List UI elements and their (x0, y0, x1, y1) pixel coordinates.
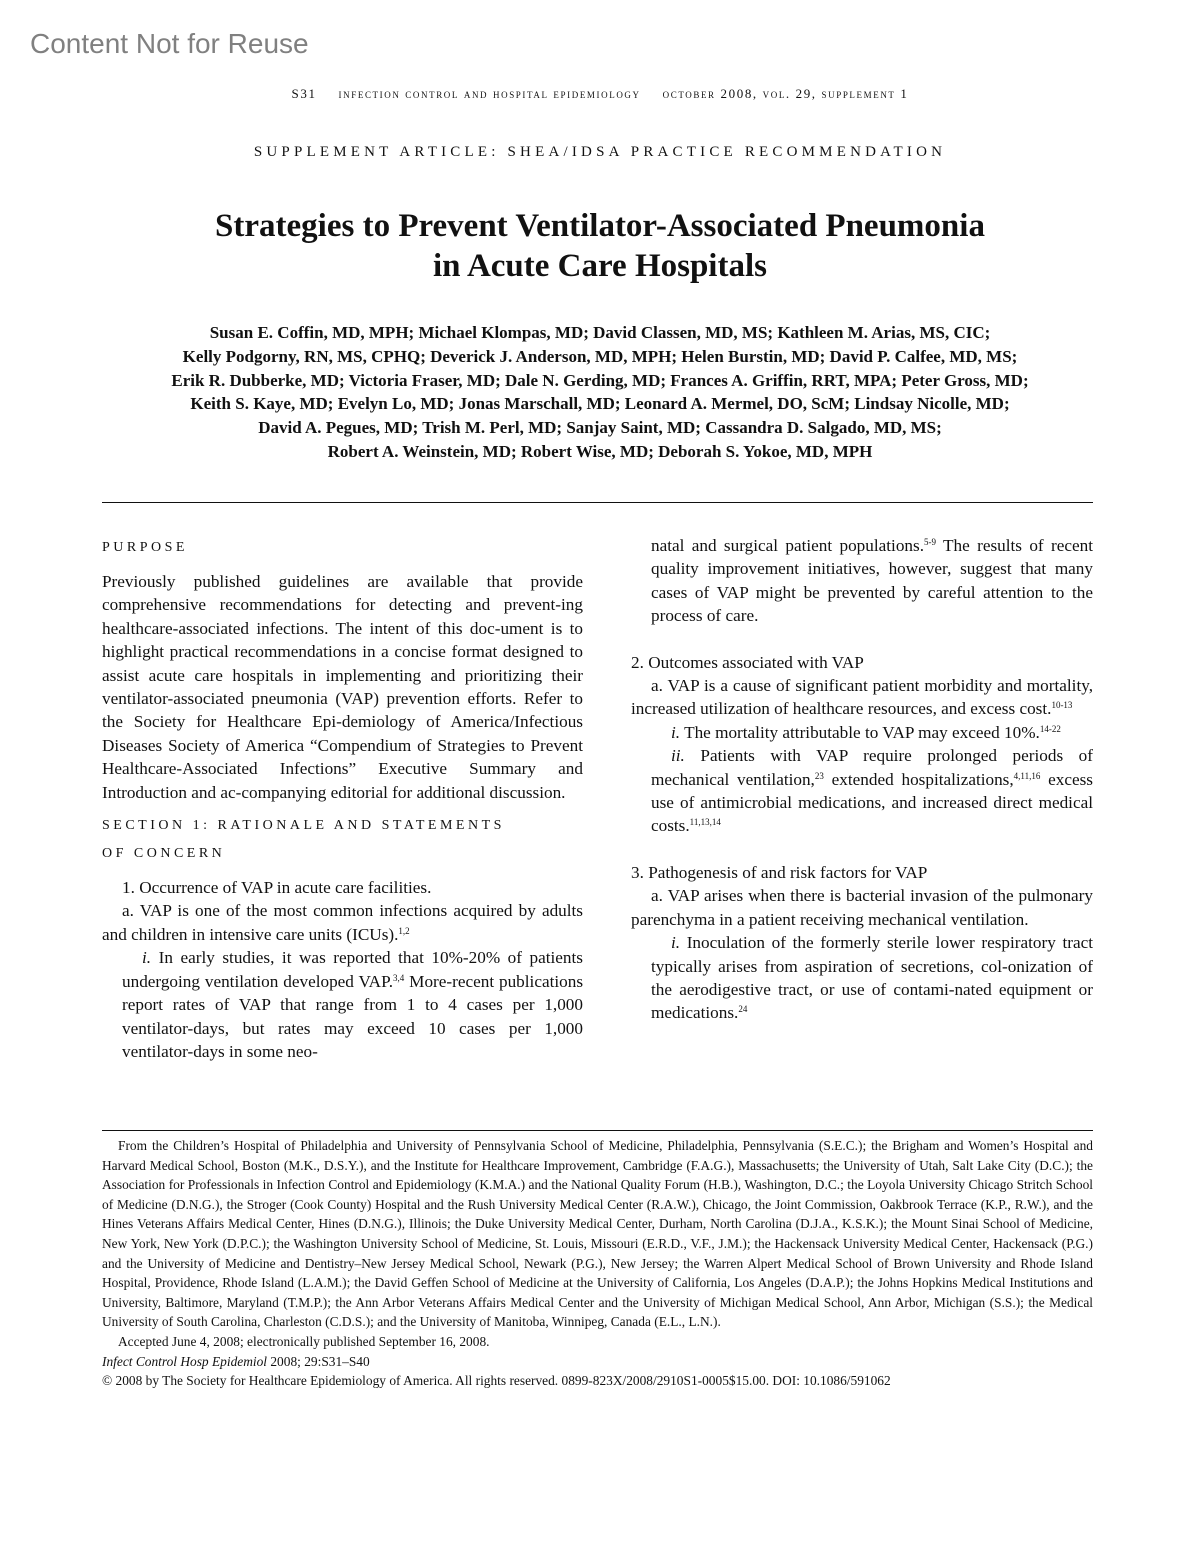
citation-line (102, 1352, 1093, 1372)
accepted-date: Accepted June 4, 2008; electronically published September 16, 2008. (118, 1333, 490, 1349)
citation: 23 (814, 770, 824, 781)
footnote-divider (102, 1130, 1093, 1131)
author-line: David A. Pegues, MD; Trish M. Perl, MD; Sanjay Saint, MD; Cassandra D. Salgado, MD, MS; (258, 418, 942, 438)
affiliations: From the Children’s Hospital of Philadelphia and University of Pennsylvania School of Medicine, Philadelphia, Pennsylvania (S.E.C.); the Brigham and Women’s Hospital and Harvard Medical School, Boston (M.K., D.S.Y.), and the Institute for Healthcare Improvement, Cambridge (F.A.G.), Massachusetts; the University of Utah, Salt Lake City (D.C.); the Association for Professionals in Infection Control and Epidemiology (K.M.A.) and the National Quality Forum (H.B.), Washington, D.C.; the Loyola University Chicago Stritch School of Medicine (D.N.G.), the Stroger (Cook County) Hospital and the Rush University Medical Center (R.A.W.), Chicago, the Joint Commission, Oakbrook Terrace (K.P., R.W.), and the Hines Veterans Affairs Medical Center, Hines (D.N.G.), Illinois; the Duke University Medical Center, Durham, North Carolina (D.J.A., K.S.K.); the Mount Sinai School of Medicine, New York, New York (D.P.C.); the Washington University School of Medicine, St. Louis, Missouri (E.R.D., V.F., J.M.); the Hackensack University Medical Center, Hackensack (P.G.) and the University of Medicine and Dentistry–New Jersey Medical School, Newark (P.G.), New Jersey; the Warren Alpert Medical School of Brown University and Rhode Island Hospital, Providence, Rhode Island (L.A.M.); the David Geffen School of Medicine at the University of California, Los Angeles (D.A.P.); the Johns Hopkins Medical Institutions and University, Baltimore, Maryland (T.M.P.); the Ann Arbor Veterans Affairs Medical Center and the University of Michigan Medical School, Ann Arbor, Michigan (S.S.); the Medical University of South Carolina, Charleston (C.D.S.); and the University of Manitoba, Winnipeg, Canada (E.L., L.N.). (102, 1138, 1093, 1330)
roman-marker: ii. (671, 746, 685, 766)
list-item-2a-ii-text: Patients with VAP require prolonged periods of mechanical ventilation, (651, 746, 1093, 789)
author-list (90, 321, 1110, 464)
list-item-2a-ii (631, 744, 1093, 838)
author-line: Susan E. Coffin, MD, MPH; Michael Klompas, MD; David Classen, MD, MS; Kathleen M. Arias, MS, CIC; (209, 323, 991, 342)
list-item-3a-i (631, 931, 1093, 1025)
author-line: Robert A. Weinstein, MD; Robert Wise, MD; Deborah S. Yokoe, MD, MPH (327, 441, 873, 461)
footnote (102, 1136, 1093, 1391)
roman-marker: i. (142, 948, 152, 968)
journal-name: infection control and hospital epidemiology (338, 86, 641, 101)
citation: 4,11,16 (1013, 770, 1041, 781)
list-item-1: 1. Occurrence of VAP in acute care facilities. (122, 878, 432, 898)
continued-paragraph (631, 534, 1093, 628)
list-item-3a-i-text: Inoculation of the formerly sterile lower respiratory tract typically arises from aspiration of secretions, col-onization of the aerodigestive tract, or use of contami-nated equipment or medications. (651, 933, 1093, 1023)
section-1-heading (102, 812, 583, 868)
purpose-paragraph: Previously published guidelines are available that provide comprehensive recommendations for detecting and prevent-ing healthcare-associated infections. The intent of this doc-ument is to highlight practical recommendations in a concise format designed to assist acute care hospitals in implementing and prioritizing their ventilator-associated pneumonia (VAP) prevention efforts. Refer to the Society for Healthcare Epi-demiology of America/Infectious Diseases Society of America “Compendium of Strategies to Prevent Healthcare-Associated Infections” Executive Summary and Introduction and ac-companying editorial for additional discussion. (102, 572, 583, 802)
issue-info: october 2008, vol. 29, supplement 1 (662, 86, 909, 101)
section-1-heading-line-1: SECTION 1: RATIONALE AND STATEMENTS (102, 818, 505, 834)
list-item-3: 3. Pathogenesis of and risk factors for VAP (631, 862, 928, 882)
title-line-1: Strategies to Prevent Ventilator-Associated Pneumonia (215, 208, 985, 244)
citation: 10-13 (1051, 700, 1073, 711)
page-number: S31 (291, 86, 317, 101)
author-line: Keith S. Kaye, MD; Evelyn Lo, MD; Jonas Marschall, MD; Leonard A. Mermel, DO, ScM; Lindsay Nicolle, MD; (190, 394, 1010, 414)
list-item-1a-i (102, 946, 583, 1063)
list-item-1a-text: a. VAP is one of the most common infections acquired by adults and children in intensive care units (ICUs). (102, 901, 583, 944)
list-item-1a-i-text: In early studies, it was reported that 10%-20% of patients undergoing ventilation developed VAP. (122, 948, 583, 991)
citation: 1,2 (398, 925, 410, 936)
header-divider (102, 502, 1093, 503)
author-line: Erik R. Dubberke, MD; Victoria Fraser, MD; Dale N. Gerding, MD; Frances A. Griffin, RRT, MPA; Peter Gross, MD; (171, 370, 1029, 390)
citation: 24 (738, 1004, 748, 1015)
article-type: SUPPLEMENT ARTICLE: SHEA/IDSA PRACTICE RECOMMENDATION (253, 144, 947, 160)
citation-details: 2008; 29:S31–S40 (267, 1353, 370, 1369)
list-item-2a-i-text: The mortality attributable to VAP may exceed 10%. (680, 722, 1040, 742)
citation-journal: Infect Control Hosp Epidemiol (102, 1353, 268, 1369)
citation: 5-9 (924, 537, 936, 547)
roman-marker: i. (671, 933, 681, 953)
citation: 14-22 (1039, 723, 1061, 734)
continued-text-2: The results of recent quality improvement initiatives, however, suggest that many cases of VAP might be prevented by careful attention to the process of care. (651, 536, 1093, 626)
list-item-2a-ii-text-3: excess use of antimicrobial medications, and increased direct medical costs. (651, 769, 1093, 836)
list-item-1a (102, 899, 583, 946)
left-column (102, 534, 583, 1063)
title-line-2: in Acute Care Hospitals (433, 248, 767, 284)
list-item-2a-i (631, 721, 1093, 744)
list-item-2a-text: a. VAP is a cause of significant patient morbidity and mortality, increased utilization of healthcare resources, and excess cost. (631, 676, 1093, 719)
list-item-1a-i-text-cont: More-recent publications report rates of VAP that range from 1 to 4 cases per 1,000 ventilator-days, but rates may exceed 10 cases per 1,000 ventilator-days in some neo- (122, 971, 584, 1061)
watermark: Content Not for Reuse (30, 28, 309, 59)
citation: 3,4 (393, 972, 405, 983)
roman-marker: i. (671, 722, 681, 742)
list-item-2a (631, 674, 1093, 721)
running-header (0, 86, 1200, 102)
list-item-3a: a. VAP arises when there is bacterial invasion of the pulmonary parenchyma in a patient receiving mechanical ventilation. (631, 886, 1093, 929)
right-column (631, 534, 1093, 1025)
continued-text: natal and surgical patient populations. (651, 536, 924, 555)
section-1-heading-line-2: OF CONCERN (102, 846, 226, 862)
list-item-2: 2. Outcomes associated with VAP (631, 652, 864, 672)
copyright: © 2008 by The Society for Healthcare Epidemiology of America. All rights reserved. 0899-823X/2008/2910S1-0005$15.00. DOI: 10.1086/591062 (102, 1373, 891, 1389)
author-line: Kelly Podgorny, RN, MS, CPHQ; Deverick J. Anderson, MD, MPH; Helen Burstin, MD; David P. Calfee, MD, MS; (182, 346, 1018, 366)
list-item-2a-ii-text-2: extended hospitalizations, (823, 769, 1014, 789)
purpose-heading: PURPOSE (102, 540, 188, 555)
citation: 11,13,14 (689, 817, 721, 828)
article-title (120, 206, 1080, 286)
